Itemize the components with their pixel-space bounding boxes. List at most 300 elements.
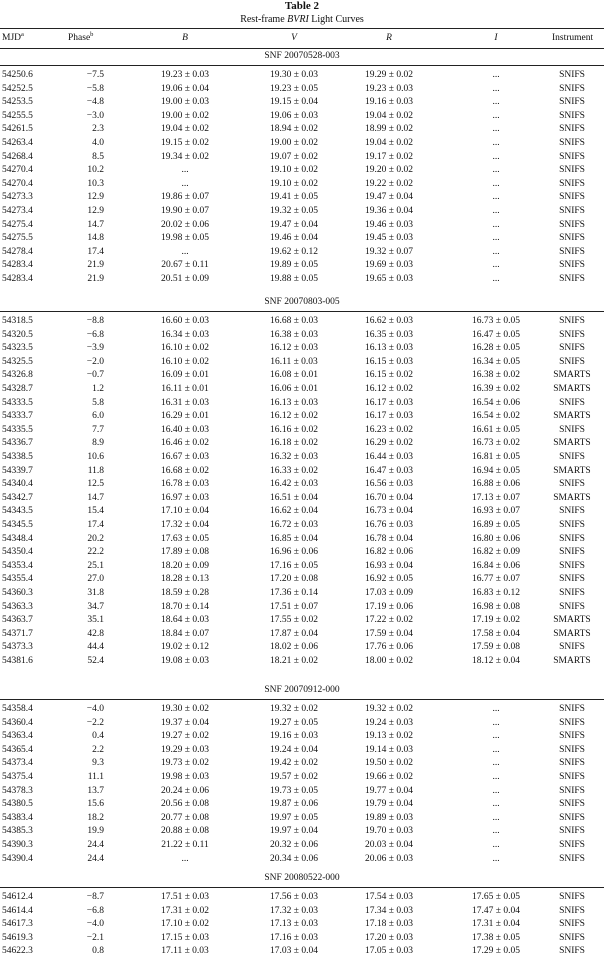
cell-mjd: 54338.5 [2, 452, 33, 462]
cell-b: 19.73 ± 0.02 [161, 758, 209, 769]
cell-v: 16.62 ± 0.04 [270, 506, 318, 517]
cell-i: 16.73 ± 0.02 [472, 438, 520, 449]
cell-r: 19.50 ± 0.02 [365, 758, 413, 769]
cell-mjd: 54371.7 [2, 628, 33, 639]
cell-i: ... [492, 758, 500, 769]
cell-b: 19.27 ± 0.02 [161, 731, 209, 742]
cell-phase: 19.9 [87, 826, 104, 837]
cell-mjd: 54612.4 [2, 892, 33, 902]
cell-b: 18.20 ± 0.09 [161, 560, 209, 571]
table-row [0, 839, 604, 852]
cell-i: 16.39 ± 0.02 [472, 384, 520, 394]
cell-instrument: SMARTS [553, 628, 591, 639]
table-row [0, 397, 604, 410]
cell-v: 19.62 ± 0.12 [270, 246, 318, 257]
cell-instrument: SMARTS [553, 656, 591, 666]
cell-b: 19.98 ± 0.03 [161, 772, 209, 782]
cell-mjd: 54380.5 [2, 799, 33, 810]
cell-r: 16.12 ± 0.02 [365, 384, 413, 394]
cell-i: 16.88 ± 0.06 [472, 479, 520, 490]
cell-instrument: SNIFS [559, 560, 585, 571]
cell-v: 20.34 ± 0.06 [270, 853, 318, 864]
cell-r: 19.23 ± 0.03 [365, 83, 413, 94]
cell-phase: 8.5 [92, 151, 104, 162]
cell-instrument: SNIFS [559, 424, 585, 435]
cell-instrument: SMARTS [553, 384, 591, 394]
cell-b: 19.02 ± 0.12 [161, 642, 209, 653]
cell-i: 16.81 ± 0.05 [472, 452, 520, 462]
cell-mjd: 54263.4 [2, 138, 33, 148]
cell-mjd: 54335.5 [2, 424, 33, 435]
cell-i: ... [492, 110, 500, 121]
cell-mjd: 54363.4 [2, 731, 33, 742]
cell-phase: 5.8 [92, 397, 104, 408]
cell-i: 16.38 ± 0.02 [472, 370, 520, 381]
cell-b: ... [181, 165, 189, 176]
cell-phase: 2.3 [92, 124, 104, 135]
cell-phase: 14.8 [87, 233, 104, 244]
cell-v: 19.89 ± 0.05 [270, 260, 318, 271]
cell-instrument: SNIFS [559, 932, 585, 943]
table-row [0, 891, 604, 904]
cell-b: 16.29 ± 0.01 [161, 411, 209, 422]
cell-r: 17.19 ± 0.06 [365, 601, 413, 612]
cell-i: 16.94 ± 0.05 [472, 465, 520, 476]
cell-phase: 25.1 [87, 560, 104, 571]
cell-v: 19.06 ± 0.03 [270, 110, 318, 121]
cell-i: ... [492, 83, 500, 94]
cell-instrument: SNIFS [559, 588, 585, 598]
cell-i: ... [492, 826, 500, 837]
table-row [0, 744, 604, 757]
cell-b: 19.34 ± 0.02 [161, 151, 209, 162]
cell-b: 16.60 ± 0.03 [161, 316, 209, 326]
cell-b: 20.02 ± 0.06 [161, 219, 209, 230]
cell-b: 18.70 ± 0.14 [161, 601, 209, 612]
cell-v: 17.87 ± 0.04 [270, 628, 318, 639]
cell-instrument: SNIFS [559, 731, 585, 742]
cell-v: 17.16 ± 0.03 [270, 932, 318, 943]
cell-v: 19.97 ± 0.05 [270, 812, 318, 823]
cell-r: 17.05 ± 0.03 [365, 946, 413, 957]
cell-b: 19.23 ± 0.03 [161, 70, 209, 80]
cell-phase: 0.8 [92, 946, 104, 957]
cell-b: 20.77 ± 0.08 [161, 812, 209, 823]
table-row [0, 151, 604, 164]
cell-r: 17.03 ± 0.09 [365, 588, 413, 598]
cell-i: ... [492, 840, 500, 850]
cell-instrument: SNIFS [559, 165, 585, 176]
cell-mjd: 54345.5 [2, 520, 33, 530]
cell-v: 19.30 ± 0.03 [270, 70, 318, 80]
cell-b: 20.51 ± 0.09 [161, 274, 209, 284]
cell-mjd: 54333.7 [2, 411, 33, 422]
cell-phase: 13.7 [87, 785, 104, 796]
cell-mjd: 54273.4 [2, 206, 33, 216]
cell-v: 19.24 ± 0.04 [270, 744, 318, 755]
cell-instrument: SMARTS [553, 370, 591, 381]
cell-r: 19.47 ± 0.04 [365, 192, 413, 203]
cell-b: 21.22 ± 0.11 [161, 840, 209, 850]
cell-phase: −0.7 [86, 370, 104, 381]
cell-b: ... [181, 246, 189, 257]
cell-b: 17.89 ± 0.08 [161, 547, 209, 558]
cell-v: 16.16 ± 0.02 [270, 424, 318, 435]
cell-b: 16.97 ± 0.03 [161, 492, 209, 503]
cell-v: 18.94 ± 0.02 [270, 124, 318, 135]
cell-v: 19.73 ± 0.05 [270, 785, 318, 796]
cell-v: 19.00 ± 0.02 [270, 138, 318, 148]
cell-r: 16.17 ± 0.03 [365, 411, 413, 422]
cell-i: 16.89 ± 0.05 [472, 520, 520, 530]
cell-v: 17.03 ± 0.04 [270, 946, 318, 957]
table-row [0, 329, 604, 342]
cell-i: 17.13 ± 0.07 [472, 492, 520, 503]
cell-mjd: 54342.7 [2, 492, 33, 503]
cell-instrument: SNIFS [559, 316, 585, 326]
cell-i: ... [492, 274, 500, 284]
cell-instrument: SNIFS [559, 83, 585, 94]
cell-mjd: 54268.4 [2, 151, 33, 162]
cell-mjd: 54339.7 [2, 465, 33, 476]
cell-i: ... [492, 731, 500, 742]
table-row [0, 164, 604, 177]
cell-mjd: 54373.4 [2, 758, 33, 769]
cell-instrument: SNIFS [559, 946, 585, 957]
cell-b: 20.56 ± 0.08 [161, 799, 209, 810]
cell-mjd: 54350.4 [2, 547, 33, 558]
cell-mjd: 54358.4 [2, 704, 33, 714]
cell-r: 16.47 ± 0.03 [365, 465, 413, 476]
cell-mjd: 54385.3 [2, 826, 33, 837]
cell-mjd: 54261.5 [2, 124, 33, 135]
cell-instrument: SNIFS [559, 704, 585, 714]
cell-v: 17.13 ± 0.03 [270, 919, 318, 930]
cell-i: 16.82 ± 0.09 [472, 547, 520, 558]
cell-i: ... [492, 151, 500, 162]
cell-instrument: SMARTS [553, 465, 591, 476]
cell-mjd: 54333.5 [2, 397, 33, 408]
cell-b: 16.34 ± 0.03 [161, 329, 209, 340]
cell-phase: −8.7 [86, 892, 104, 902]
cell-b: 18.28 ± 0.13 [161, 574, 209, 585]
cell-v: 17.16 ± 0.05 [270, 560, 318, 571]
cell-phase: −4.0 [86, 919, 104, 930]
cell-phase: −4.0 [86, 704, 104, 714]
cell-instrument: SNIFS [559, 97, 585, 108]
cell-phase: 10.3 [87, 178, 104, 189]
cell-v: 19.46 ± 0.04 [270, 233, 318, 244]
cell-mjd: 54323.5 [2, 343, 33, 354]
cell-v: 17.51 ± 0.07 [270, 601, 318, 612]
table-row [0, 437, 604, 450]
cell-phase: 15.4 [87, 506, 104, 517]
cell-i: 16.28 ± 0.05 [472, 343, 520, 354]
cell-phase: 7.7 [92, 424, 104, 435]
cell-instrument: SNIFS [559, 574, 585, 585]
cell-v: 19.88 ± 0.05 [270, 274, 318, 284]
cell-instrument: SNIFS [559, 479, 585, 490]
cell-r: 16.29 ± 0.02 [365, 438, 413, 449]
section-rule [0, 311, 604, 312]
cell-instrument: SNIFS [559, 840, 585, 850]
cell-r: 20.06 ± 0.03 [365, 853, 413, 864]
cell-phase: 2.2 [92, 744, 104, 755]
table-row [0, 465, 604, 478]
cell-v: 17.20 ± 0.08 [270, 574, 318, 585]
cell-v: 16.12 ± 0.03 [270, 343, 318, 354]
cell-mjd: 54275.4 [2, 219, 33, 230]
cell-instrument: SNIFS [559, 853, 585, 864]
table-row [0, 505, 604, 518]
cell-i: 16.34 ± 0.05 [472, 356, 520, 367]
cell-mjd: 54363.3 [2, 601, 33, 612]
cell-b: 17.10 ± 0.04 [161, 506, 209, 517]
cell-b: 16.10 ± 0.02 [161, 343, 209, 354]
cell-v: 16.08 ± 0.01 [270, 370, 318, 381]
cell-instrument: SNIFS [559, 642, 585, 653]
cell-b: 18.59 ± 0.28 [161, 588, 209, 598]
table-row [0, 342, 604, 355]
table-row [0, 110, 604, 123]
cell-b: 17.10 ± 0.02 [161, 919, 209, 930]
cell-i: ... [492, 124, 500, 135]
cell-instrument: SNIFS [559, 520, 585, 530]
cell-instrument: SNIFS [559, 744, 585, 755]
header-phase: Phase$^b$ [68, 30, 94, 43]
cell-r: 17.18 ± 0.03 [365, 919, 413, 930]
cell-phase: 24.4 [87, 853, 104, 864]
cell-r: 16.35 ± 0.03 [365, 329, 413, 340]
cell-b: 19.04 ± 0.02 [161, 124, 209, 135]
table-row [0, 853, 604, 866]
cell-phase: 35.1 [87, 615, 104, 626]
cell-r: 16.78 ± 0.04 [365, 533, 413, 544]
table-row [0, 798, 604, 811]
table-row [0, 178, 604, 191]
table-row [0, 383, 604, 396]
table-row [0, 587, 604, 600]
cell-phase: 15.6 [87, 799, 104, 810]
cell-r: 19.66 ± 0.02 [365, 772, 413, 782]
cell-i: 16.77 ± 0.07 [472, 574, 520, 585]
cell-v: 19.57 ± 0.02 [270, 772, 318, 782]
cell-r: 16.23 ± 0.02 [365, 424, 413, 435]
cell-phase: −4.8 [86, 97, 104, 108]
table-row [0, 918, 604, 931]
cell-phase: 22.2 [87, 547, 104, 558]
table-title: Table 2 [284, 0, 320, 12]
section-label: SNF 20070528-003 [264, 51, 340, 61]
table-row [0, 614, 604, 627]
cell-v: 19.07 ± 0.02 [270, 151, 318, 162]
cell-phase: −3.0 [86, 110, 104, 121]
cell-mjd: 54383.4 [2, 812, 33, 823]
table-row [0, 219, 604, 232]
cell-instrument: SNIFS [559, 452, 585, 462]
cell-v: 19.32 ± 0.02 [270, 704, 318, 714]
cell-i: 16.83 ± 0.12 [472, 588, 520, 598]
cell-mjd: 54255.5 [2, 110, 33, 121]
cell-i: 17.31 ± 0.04 [472, 919, 520, 930]
cell-instrument: SNIFS [559, 124, 585, 135]
cell-v: 16.32 ± 0.03 [270, 452, 318, 462]
cell-instrument: SNIFS [559, 356, 585, 367]
header-instrument: Instrument [552, 33, 594, 43]
cell-phase: 27.0 [87, 574, 104, 585]
cell-instrument: SNIFS [559, 110, 585, 121]
cell-b: 19.06 ± 0.04 [161, 83, 209, 94]
cell-r: 16.56 ± 0.03 [365, 479, 413, 490]
cell-mjd: 54320.5 [2, 329, 33, 340]
cell-mjd: 54363.7 [2, 615, 33, 626]
cell-phase: −5.8 [86, 83, 104, 94]
cell-r: 16.82 ± 0.06 [365, 547, 413, 558]
table-row [0, 492, 604, 505]
cell-instrument: SNIFS [559, 246, 585, 257]
cell-phase: 44.4 [87, 642, 104, 653]
cell-v: 16.06 ± 0.01 [270, 384, 318, 394]
cell-r: 19.32 ± 0.02 [365, 704, 413, 714]
table-row [0, 825, 604, 838]
cell-v: 16.42 ± 0.03 [270, 479, 318, 490]
cell-phase: 31.8 [87, 588, 104, 598]
cell-instrument: SNIFS [559, 206, 585, 216]
cell-r: 17.20 ± 0.03 [365, 932, 413, 943]
table-row [0, 641, 604, 654]
cell-i: ... [492, 206, 500, 216]
cell-i: 17.59 ± 0.08 [472, 642, 520, 653]
cell-b: 19.29 ± 0.03 [161, 744, 209, 755]
cell-mjd: 54328.7 [2, 384, 33, 394]
cell-b: 19.08 ± 0.03 [161, 656, 209, 666]
cell-phase: 10.2 [87, 165, 104, 176]
cell-mjd: 54365.4 [2, 744, 33, 755]
cell-r: 17.22 ± 0.02 [365, 615, 413, 626]
cell-phase: 12.5 [87, 479, 104, 490]
cell-b: 16.67 ± 0.03 [161, 452, 209, 462]
table-row [0, 730, 604, 743]
cell-r: 19.79 ± 0.04 [365, 799, 413, 810]
cell-v: 19.27 ± 0.05 [270, 717, 318, 728]
cell-i: 16.93 ± 0.07 [472, 506, 520, 517]
cell-v: 19.32 ± 0.05 [270, 206, 318, 216]
cell-instrument: SNIFS [559, 70, 585, 80]
table-row [0, 905, 604, 918]
cell-phase: 12.9 [87, 206, 104, 216]
cell-r: 19.04 ± 0.02 [365, 138, 413, 148]
cell-i: ... [492, 853, 500, 864]
cell-i: 18.12 ± 0.04 [472, 656, 520, 666]
table-row [0, 703, 604, 716]
cell-i: 17.65 ± 0.05 [472, 892, 520, 902]
cell-phase: 0.4 [92, 731, 104, 742]
cell-r: 16.44 ± 0.03 [365, 452, 413, 462]
cell-mjd: 54614.4 [2, 905, 33, 916]
cell-v: 17.32 ± 0.03 [270, 905, 318, 916]
cell-v: 16.51 ± 0.04 [270, 492, 318, 503]
cell-i: ... [492, 812, 500, 823]
cell-mjd: 54318.5 [2, 316, 33, 326]
cell-v: 16.13 ± 0.03 [270, 397, 318, 408]
cell-mjd: 54381.6 [2, 656, 33, 666]
cell-v: 16.33 ± 0.02 [270, 465, 318, 476]
cell-instrument: SNIFS [559, 329, 585, 340]
cell-mjd: 54253.5 [2, 97, 33, 108]
section-label: SNF 20080522-000 [264, 873, 340, 883]
cell-mjd: 54275.5 [2, 233, 33, 244]
section-rule [0, 887, 604, 888]
cell-r: 19.65 ± 0.03 [365, 274, 413, 284]
cell-r: 16.62 ± 0.03 [365, 316, 413, 326]
cell-phase: 21.9 [87, 260, 104, 271]
table-row [0, 533, 604, 546]
cell-mjd: 54360.3 [2, 588, 33, 598]
cell-r: 20.03 ± 0.04 [365, 840, 413, 850]
cell-i: ... [492, 97, 500, 108]
cell-i: ... [492, 246, 500, 257]
cell-b: 19.00 ± 0.03 [161, 97, 209, 108]
cell-r: 19.89 ± 0.03 [365, 812, 413, 823]
cell-instrument: SNIFS [559, 138, 585, 148]
table-row [0, 259, 604, 272]
cell-i: 16.54 ± 0.06 [472, 397, 520, 408]
table-row [0, 69, 604, 82]
cell-mjd: 54375.4 [2, 772, 33, 782]
cell-mjd: 54390.4 [2, 853, 33, 864]
cell-r: 18.99 ± 0.02 [365, 124, 413, 135]
header-b: B [182, 33, 188, 43]
cell-phase: −2.1 [86, 932, 104, 943]
cell-b: 17.11 ± 0.03 [161, 946, 209, 957]
cell-r: 16.73 ± 0.04 [365, 506, 413, 517]
table-row [0, 812, 604, 825]
cell-r: 19.70 ± 0.03 [365, 826, 413, 837]
cell-instrument: SNIFS [559, 717, 585, 728]
cell-b: 17.15 ± 0.03 [161, 932, 209, 943]
cell-b: 18.84 ± 0.07 [161, 628, 209, 639]
cell-b: 19.37 ± 0.04 [161, 717, 209, 728]
cell-v: 17.56 ± 0.03 [270, 892, 318, 902]
cell-b: 19.30 ± 0.02 [161, 704, 209, 714]
cell-phase: −6.8 [86, 329, 104, 340]
table-row [0, 205, 604, 218]
cell-mjd: 54270.4 [2, 165, 33, 176]
cell-i: 16.73 ± 0.05 [472, 316, 520, 326]
cell-v: 18.21 ± 0.02 [270, 656, 318, 666]
table-row [0, 96, 604, 109]
cell-i: 17.29 ± 0.05 [472, 946, 520, 957]
cell-instrument: SNIFS [559, 905, 585, 916]
cell-b: 16.40 ± 0.03 [161, 424, 209, 435]
cell-mjd: 54336.7 [2, 438, 33, 449]
cell-mjd: 54273.3 [2, 192, 33, 203]
cell-b: 20.67 ± 0.11 [161, 260, 209, 271]
cell-i: ... [492, 178, 500, 189]
cell-i: ... [492, 219, 500, 230]
cell-v: 16.11 ± 0.03 [270, 356, 318, 367]
cell-instrument: SNIFS [559, 772, 585, 782]
cell-b: 17.51 ± 0.03 [161, 892, 209, 902]
cell-r: 19.24 ± 0.03 [365, 717, 413, 728]
cell-instrument: SNIFS [559, 219, 585, 230]
cell-instrument: SNIFS [559, 601, 585, 612]
cell-phase: 8.9 [92, 438, 104, 449]
cell-r: 17.34 ± 0.03 [365, 905, 413, 916]
cell-i: ... [492, 717, 500, 728]
cell-r: 19.04 ± 0.02 [365, 110, 413, 121]
cell-r: 19.14 ± 0.03 [365, 744, 413, 755]
